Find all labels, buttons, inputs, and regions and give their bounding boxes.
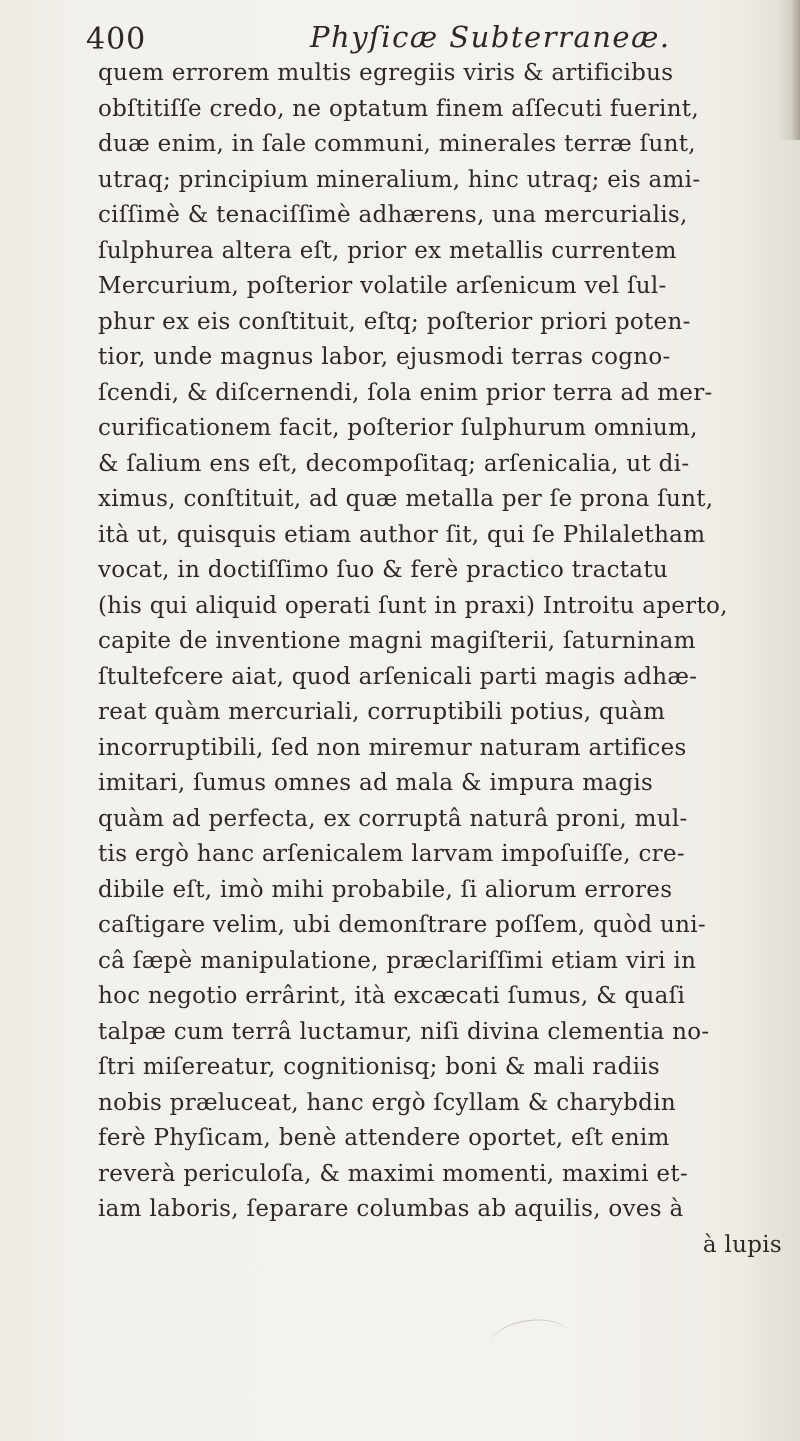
text-line: câ ſæpè manipulatione, præclariſſimi etiam viri in [98, 947, 697, 974]
text-line: tis ergò hanc arſenicalem larvam impoſuiſſe, cre- [98, 841, 685, 867]
text-line: incorruptibili, ſed non miremur naturam artifices [98, 734, 687, 761]
text-line: ità ut, quisquis etiam author ſit, qui ſe Philaletham [98, 521, 706, 548]
text-line: ſtultefcere aiat, quod arſenicali parti magis adhæ- [98, 663, 698, 690]
text-line: quàm ad perfecta, ex corruptâ naturâ proni, mul- [98, 805, 688, 832]
text-line: tior, unde magnus labor, ejusmodi terras cogno- [98, 344, 671, 370]
text-line: imitari, ſumus omnes ad mala & impura magis [98, 770, 654, 796]
text-line: talpæ cum terrâ luctamur, niſi divina clementia no- [98, 1018, 710, 1045]
text-line: hoc negotio errârint, ità excæcati ſumus, & quaſi [98, 983, 686, 1009]
text-line: caſtigare velim, ubi demonſtrare poſſem, quòd uni- [98, 912, 707, 938]
text-line: ximus, conſtituit, ad quæ metalla per ſe prona ſunt, [98, 486, 714, 512]
text-line: capite de inventione magni magiſterii, ſaturninam [98, 628, 696, 654]
text-line: utraq; principium mineralium, hinc utraq; eis ami- [98, 166, 701, 193]
text-line: iam laboris, ſeparare columbas ab aquilis, oves à [98, 1196, 684, 1222]
catchword: à lupis [702, 1231, 782, 1258]
text-line: Mercurium, poſterior volatile arſenicum vel ſul- [98, 273, 667, 299]
text-line: (his qui aliquid operati ſunt in praxi) Introitu aperto, [98, 592, 728, 619]
text-line: & ſalium ens eſt, decompoſitaq; arſenicalia, ut di- [98, 450, 690, 477]
running-head: Phyſicæ Subterraneæ. [310, 20, 671, 54]
text-line: vocat, in doctiſſimo ſuo & ferè practico tractatu [98, 557, 668, 583]
text-line: ſtri miſereatur, cognitionisq; boni & mali radiis [98, 1054, 661, 1080]
text-line: curificationem facit, poſterior ſulphurum omnium, [98, 415, 698, 441]
text-line: quem errorem multis egregiis viris & artificibus [98, 60, 674, 86]
text-line: ſcendi, & diſcernendi, ſola enim prior terra ad mer- [98, 379, 713, 406]
text-line: nobis præluceat, hanc ergò ſcyllam & charybdin [98, 1089, 676, 1116]
page-number: 400 [86, 22, 147, 57]
text-line: reverà periculoſa, & maximi momenti, maximi et- [98, 1160, 688, 1187]
text-line: phur ex eis conſtituit, eſtq; poſterior priori poten- [98, 308, 691, 335]
text-line: reat quàm mercuriali, corruptibili potius, quàm [98, 699, 666, 725]
text-line: duæ enim, in ſale communi, minerales terræ ſunt, [98, 131, 696, 157]
text-line: obſtitiſſe credo, ne optatum finem aſſecuti fuerint, [98, 95, 699, 122]
text-line: ferè Phyſicam, benè attendere oportet, eſt enim [98, 1125, 670, 1151]
body-text [98, 56, 788, 1263]
text-line: dibile eſt, imò mihi probabile, ſi aliorum errores [98, 876, 673, 903]
text-line: ſulphurea altera eſt, prior ex metallis currentem [98, 237, 677, 264]
paper-smudge [488, 1315, 573, 1367]
text-line: ciſſimè & tenaciſſimè adhærens, una mercurialis, [98, 202, 688, 228]
